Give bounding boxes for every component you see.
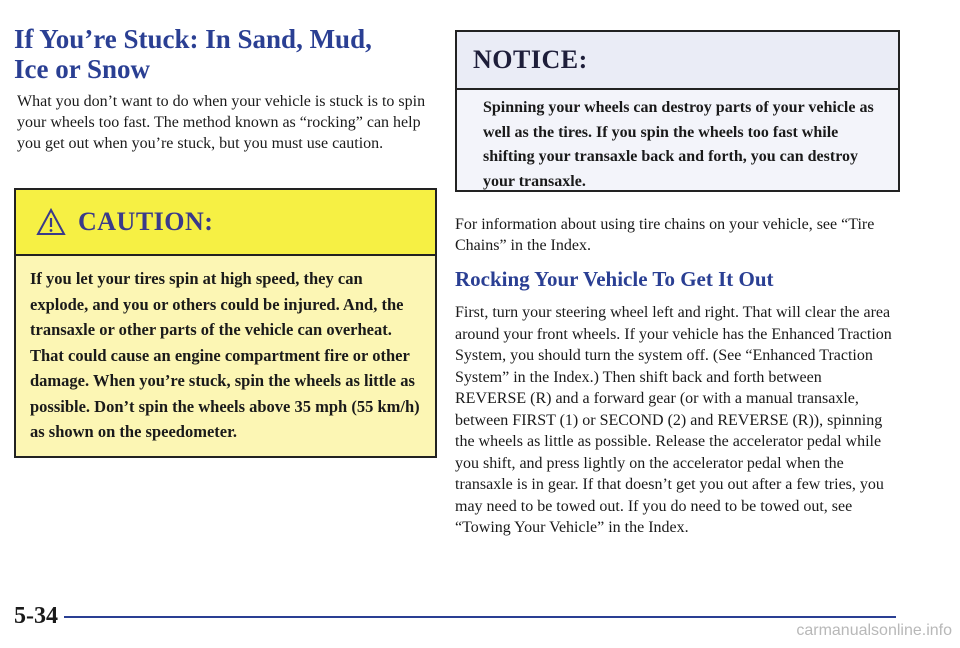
caution-header <box>16 190 435 256</box>
notice-header <box>457 32 898 90</box>
page-number: 5-34 <box>14 603 58 629</box>
caution-text: If you let your tires spin at high speed, they can explode, and you or others could be injured. And, the transaxle or other parts of the vehicle can overheat. That could cause an engine compartment fire or other damage. When you’re stuck, spin the wheels as little as possible. Don’t spin the wheels above 35 mph (55 km/h) as shown on the speedometer. <box>30 269 420 441</box>
tire-chains-paragraph: For information about using tire chains on your vehicle, see “Tire Chains” in the Index. <box>455 216 875 254</box>
footer-divider <box>64 616 896 618</box>
watermark: carmanualsonline.info <box>796 622 952 639</box>
caution-box <box>14 188 437 458</box>
page-title-line2: Ice or Snow <box>14 54 151 84</box>
notice-box <box>455 30 900 192</box>
page-title-line1: If You’re Stuck: In Sand, Mud, <box>14 24 372 54</box>
notice-label: NOTICE: <box>473 45 588 74</box>
warning-triangle-icon <box>36 208 66 236</box>
caution-label: CAUTION: <box>78 207 214 236</box>
page-title <box>14 24 434 84</box>
section-heading: Rocking Your Vehicle To Get It Out <box>455 267 774 291</box>
rocking-paragraph: First, turn your steering wheel left and right. That will clear the area around your front wheels. If your vehicle has the Enhanced Traction System, you should turn the system off. (See “Enhanced Traction System” in the Index.) Then shift back and forth between REVERSE (R) and a forward gear (or with a manual transaxle, between FIRST (1) or SECOND (2) and REVERSE (R)), spinning the wheels as little as possible. Release the accelerator pedal while you shift, and press lightly on the accelerator pedal when the transaxle is in gear. If that doesn’t get you out after a few tries, you may need to be towed out. If you do need to be towed out, see “Towing Your Vehicle” in the Index. <box>455 304 892 536</box>
notice-text: Spinning your wheels can destroy parts of your vehicle as well as the tires. If you spin the wheels too fast while shifting your transaxle back and forth, you can destroy your transaxle. <box>483 99 874 190</box>
intro-paragraph: What you don’t want to do when your vehicle is stuck is to spin your wheels too fast. The method known as “rocking” can help you get out when you’re stuck, but you must use caution. <box>17 93 426 152</box>
